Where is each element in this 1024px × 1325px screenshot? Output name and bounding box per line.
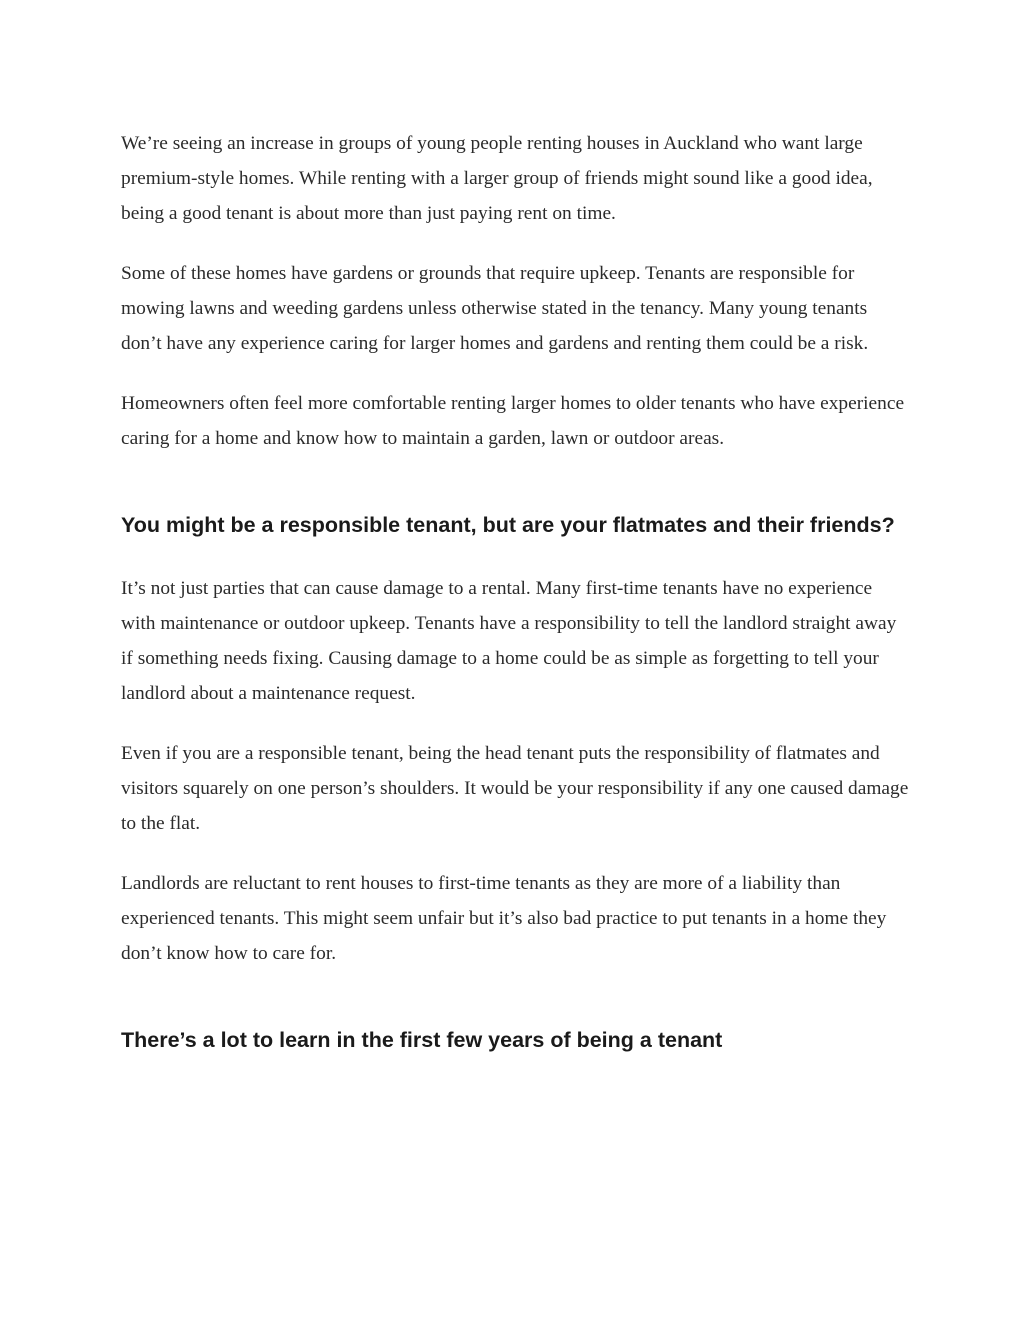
- paragraph-landlords: Landlords are reluctant to rent houses to first-time tenants as they are more of a liability than experienced tenants. This might seem unfair but it’s also bad practice to put tenants in a home they don’t know how to care for.: [121, 873, 887, 964]
- article-body: [121, 126, 911, 1059]
- paragraph-head-tenant: Even if you are a responsible tenant, being the head tenant puts the responsibility of flatmates and visitors squarely on one person’s shoulders. It would be your responsibility if any one caused damage to the flat.: [121, 743, 909, 834]
- paragraph-upkeep: Some of these homes have gardens or grounds that require upkeep. Tenants are responsible for mowing lawns and weeding gardens unless otherwise stated in the tenancy. Many young tenants don’t have any experience caring for larger homes and gardens and renting them could be a risk.: [121, 263, 869, 354]
- section-heading-learning: There’s a lot to learn in the first few years of being a tenant: [121, 1028, 723, 1052]
- section-heading-flatmates: You might be a responsible tenant, but are your flatmates and their friends?: [121, 513, 895, 537]
- paragraph-damage: It’s not just parties that can cause damage to a rental. Many first-time tenants have no experience with maintenance or outdoor upkeep. Tenants have a responsibility to tell the landlord straight away if something needs fixing. Causing damage to a home could be as simple as forgetting to tell your landlord about a maintenance request.: [121, 578, 897, 704]
- paragraph-intro: We’re seeing an increase in groups of young people renting houses in Auckland who want large premium-style homes. While renting with a larger group of friends might sound like a good idea, being a good tenant is about more than just paying rent on time.: [121, 133, 873, 224]
- paragraph-homeowners: Homeowners often feel more comfortable renting larger homes to older tenants who have experience caring for a home and know how to maintain a garden, lawn or outdoor areas.: [121, 393, 905, 449]
